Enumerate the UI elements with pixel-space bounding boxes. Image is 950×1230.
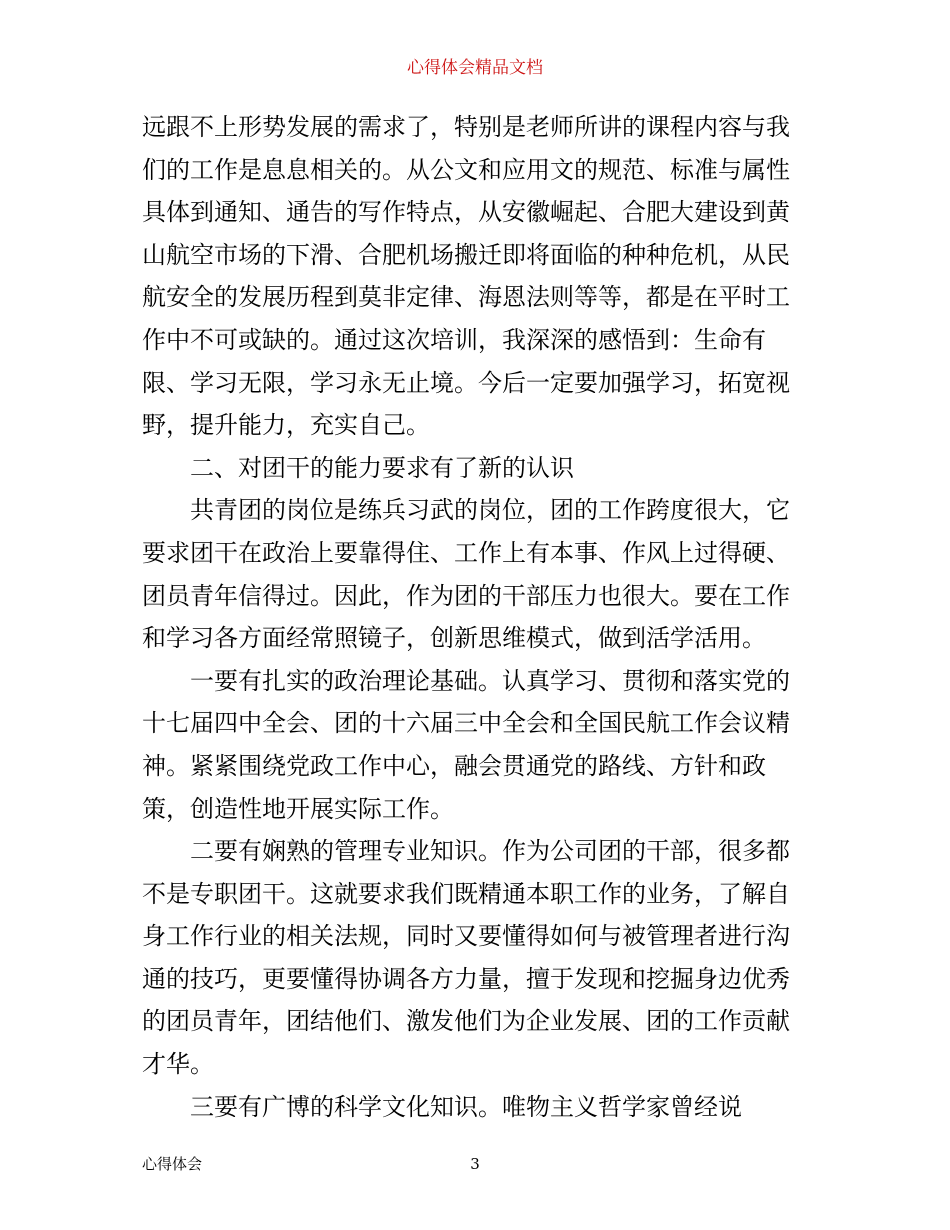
body-line: 航安全的发展历程到莫非定律、海恩法则等等，都是在平时工: [142, 283, 790, 312]
body-line: 的团员青年，团结他们、激发他们为企业发展、团的工作贡献: [142, 1007, 790, 1036]
body-line: 限、学习无限，学习永无止境。今后一定要加强学习，拓宽视: [142, 368, 790, 397]
body-line: 才华。: [142, 1050, 214, 1079]
body-line: 不是专职团干。这就要求我们既精通本职工作的业务，了解自: [142, 879, 790, 908]
document-header-title: 心得体会精品文档: [407, 58, 543, 78]
body-line: 通的技巧，更要懂得协调各方力量，擅于发现和挖掘身边优秀: [142, 964, 790, 993]
body-line: 和学习各方面经常照镜子，创新思维模式，做到活学活用。: [142, 624, 766, 653]
paragraph-start-line: 一要有扎实的政治理论基础。认真学习、贯彻和落实党的: [190, 666, 790, 695]
paragraph-start-line: 二要有娴熟的管理专业知识。作为公司团的干部，很多都: [190, 837, 790, 866]
body-line: 策，创造性地开展实际工作。: [142, 794, 454, 823]
body-line: 身工作行业的相关法规，同时又要懂得如何与被管理者进行沟: [142, 922, 790, 951]
document-body: [142, 106, 814, 1128]
footer-label: 心得体会: [142, 1155, 203, 1173]
page-number: 3: [470, 1155, 480, 1173]
body-line: 十七届四中全会、团的十六届三中全会和全国民航工作会议精: [142, 709, 790, 738]
body-line: 神。紧紧围绕党政工作中心，融会贯通党的路线、方针和政: [142, 751, 766, 780]
body-line: 远跟不上形势发展的需求了，特别是老师所讲的课程内容与我: [142, 113, 790, 141]
body-line: 作中不可或缺的。通过这次培训，我深深的感悟到：生命有: [142, 325, 766, 354]
paragraph-start-line: 三要有广博的科学文化知识。唯物主义哲学家曾经说: [190, 1092, 742, 1121]
body-line: 团员青年信得过。因此，作为团的干部压力也很大。要在工作: [142, 581, 790, 610]
body-line: 山航空市场的下滑、合肥机场搬迁即将面临的种种危机，从民: [142, 240, 790, 269]
body-line: 野，提升能力，充实自己。: [142, 411, 430, 440]
section-heading: 二、对团干的能力要求有了新的认识: [190, 453, 574, 482]
paragraph-start-line: 共青团的岗位是练兵习武的岗位，团的工作跨度很大，它: [190, 496, 790, 525]
body-line: 要求团干在政治上要靠得住、工作上有本事、作风上过得硬、: [142, 538, 790, 567]
body-line: 们的工作是息息相关的。从公文和应用文的规范、标准与属性: [142, 155, 790, 184]
body-line: 具体到通知、通告的写作特点，从安徽崛起、合肥大建设到黄: [142, 198, 790, 227]
